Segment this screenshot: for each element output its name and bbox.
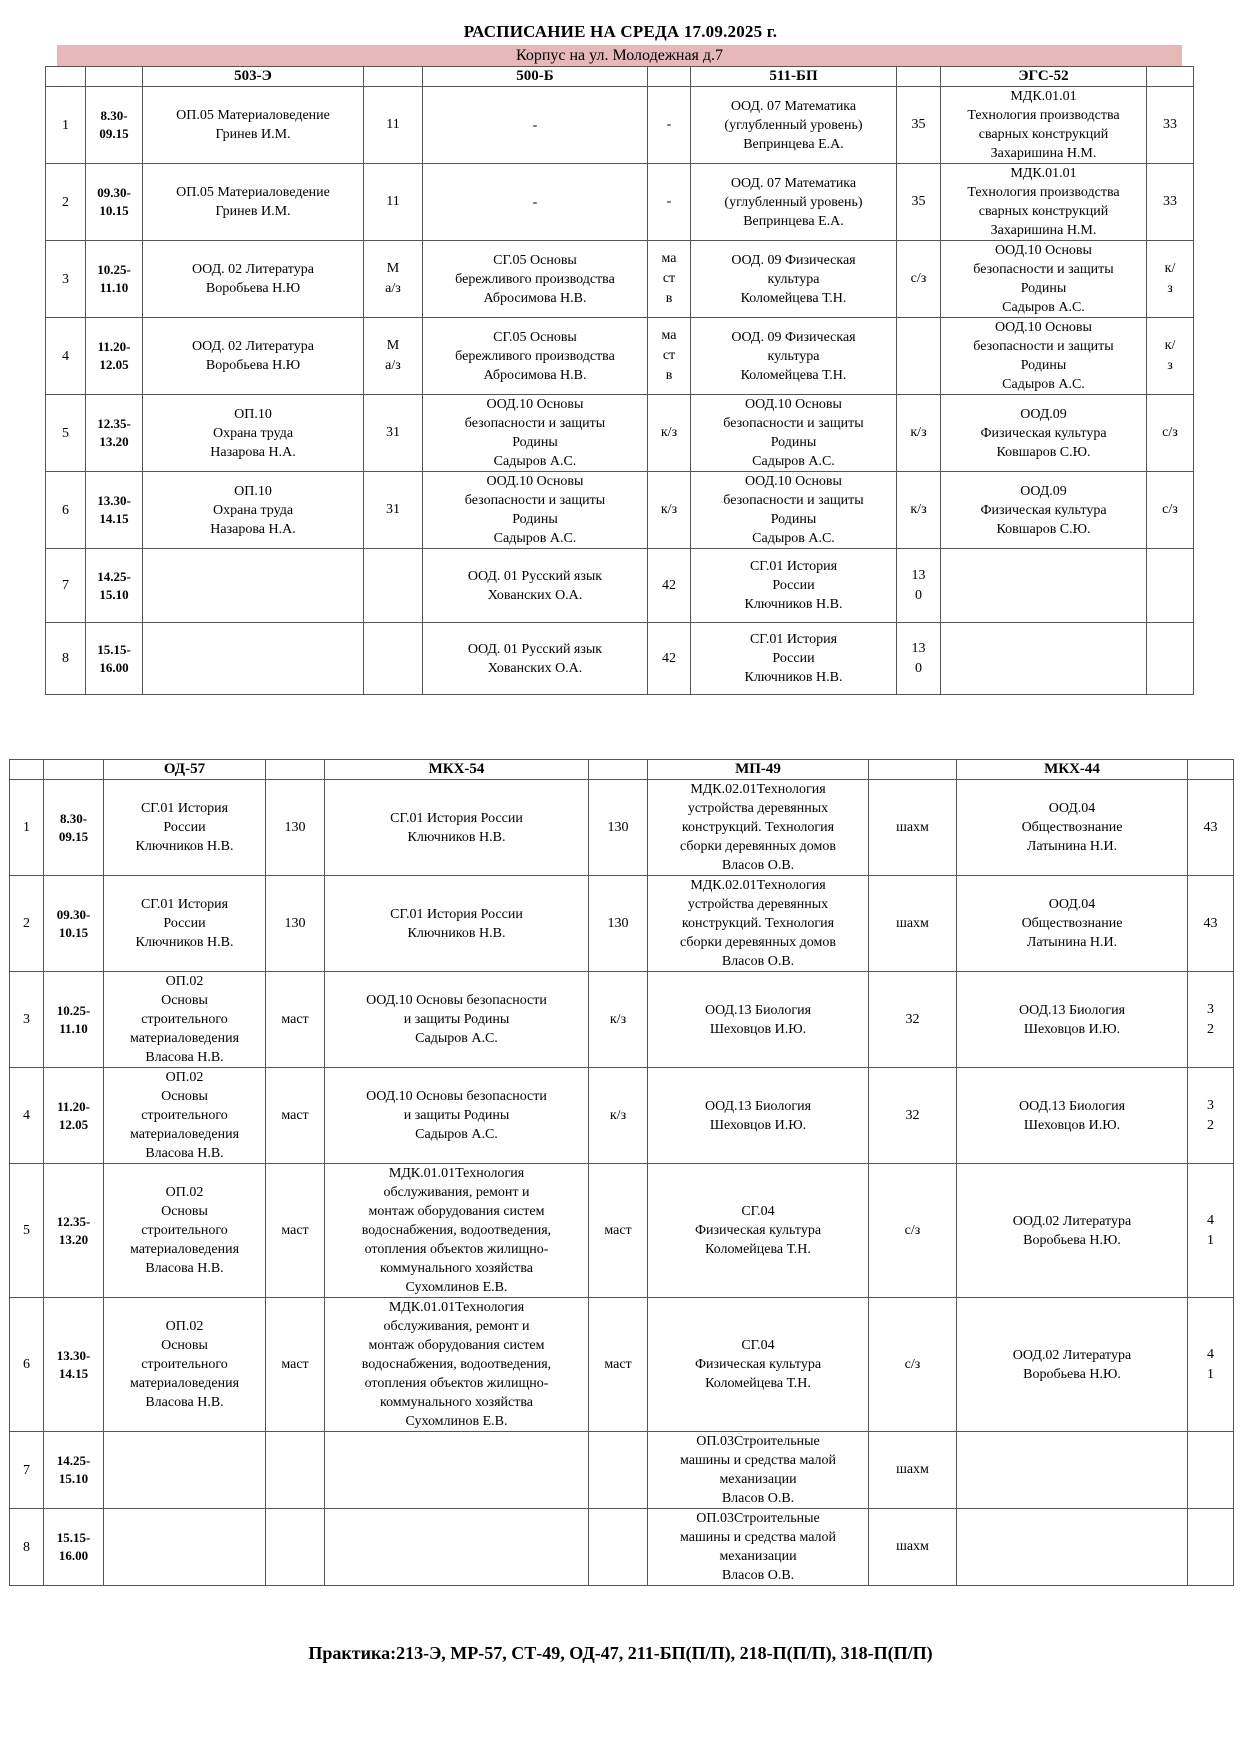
subject-cell: МДК.01.01Технология обслуживания, ремонт и монтаж оборудования систем водоснабжения, водоотведения, отопления объектов жилищно- коммунального хозяйства Сухомлинов Е.В. [325,1164,589,1298]
subject-cell: ООД. 02 Литература Воробьева Н.Ю [143,241,364,318]
subject-cell: ОП.02 Основы строительного материаловедения Власова Н.В. [104,1068,266,1164]
subject-cell [143,623,364,695]
table-row [46,241,1194,318]
table-row [46,395,1194,472]
subject-cell: ООД. 07 Математика (углубленный уровень) Вепринцева Е.А. [691,164,897,241]
room-cell: маст [589,1298,648,1432]
lesson-time: 13.30- 14.15 [86,472,143,549]
room-cell: 42 [648,623,691,695]
lesson-time: 12.35- 13.20 [86,395,143,472]
group-header: ОД-57 [104,760,266,780]
subject-cell: ООД. 09 Физическая культура Коломейцева Т.Н. [691,318,897,395]
subject-cell: МДК.02.01Технология устройства деревянных конструкций. Технология сборки деревянных домов Власов О.В. [648,780,869,876]
room-cell: 31 [364,472,423,549]
room-cell: 4 1 [1188,1164,1234,1298]
room-cell: с/з [869,1164,957,1298]
subject-cell [143,549,364,623]
room-cell: 130 [589,876,648,972]
subject-cell: СГ.01 История России Ключников Н.В. [104,876,266,972]
lesson-number: 1 [46,87,86,164]
table-row [10,1509,1234,1586]
subject-cell: СГ.04 Физическая культура Коломейцева Т.Н. [648,1164,869,1298]
subject-cell: ООД.10 Основы безопасности и защиты Родины Садыров А.С. [325,1068,589,1164]
subject-cell: ОП.03Строительные машины и средства малой механизации Власов О.В. [648,1432,869,1509]
room-cell: с/з [897,241,941,318]
lesson-number: 1 [10,780,44,876]
room-cell: к/з [648,395,691,472]
subject-cell: ООД.10 Основы безопасности и защиты Родины Садыров А.С. [423,472,648,549]
subject-cell: ОП.05 Материаловедение Гринев И.М. [143,87,364,164]
room-cell: с/з [1147,395,1194,472]
subject-cell: ООД.10 Основы безопасности и защиты Родины Садыров А.С. [325,972,589,1068]
group-header: 503-Э [143,67,364,87]
header-blank [10,760,44,780]
room-cell [589,1509,648,1586]
room-cell [266,1509,325,1586]
subject-cell [957,1432,1188,1509]
room-cell: 11 [364,87,423,164]
lesson-time: 11.20- 12.05 [86,318,143,395]
room-cell: маст [266,1298,325,1432]
subject-cell: МДК.01.01Технология обслуживания, ремонт и монтаж оборудования систем водоснабжения, водоотведения, отопления объектов жилищно- коммунального хозяйства Сухомлинов Е.В. [325,1298,589,1432]
header-blank [46,67,86,87]
room-cell: 13 0 [897,549,941,623]
room-cell: к/ з [1147,318,1194,395]
lesson-number: 7 [46,549,86,623]
lesson-time: 8.30- 09.15 [44,780,104,876]
header-blank [266,760,325,780]
page-title: РАСПИСАНИЕ НА СРЕДА 17.09.2025 г. [463,22,778,41]
room-cell: - [648,164,691,241]
schedule-table-2 [9,759,1234,1586]
subject-cell: ООД. 01 Русский язык Хованских О.А. [423,549,648,623]
room-cell [364,623,423,695]
room-cell: 130 [589,780,648,876]
subject-cell: СГ.04 Физическая культура Коломейцева Т.Н. [648,1298,869,1432]
lesson-time: 10.25- 11.10 [44,972,104,1068]
room-cell [364,549,423,623]
schedule-table-1 [45,66,1194,695]
lesson-number: 8 [46,623,86,695]
room-cell: с/з [1147,472,1194,549]
lesson-time: 14.25- 15.10 [44,1432,104,1509]
table-row [10,876,1234,972]
room-cell: 35 [897,87,941,164]
header-blank [869,760,957,780]
table-row [10,1298,1234,1432]
group-header: 511-БП [691,67,897,87]
room-cell: к/з [589,1068,648,1164]
subject-cell: ООД.13 Биология Шеховцов И.Ю. [957,1068,1188,1164]
header-blank [1188,760,1234,780]
subject-cell: ООД.02 Литература Воробьева Н.Ю. [957,1164,1188,1298]
table-row [10,780,1234,876]
table-row [46,87,1194,164]
room-cell [897,318,941,395]
subject-cell: ООД. 01 Русский язык Хованских О.А. [423,623,648,695]
subject-cell: ООД.10 Основы безопасности и защиты Родины Садыров А.С. [423,395,648,472]
subject-cell: ООД.10 Основы безопасности и защиты Родины Садыров А.С. [691,472,897,549]
room-cell: маст [266,1164,325,1298]
lesson-time: 12.35- 13.20 [44,1164,104,1298]
lesson-number: 6 [46,472,86,549]
subject-cell: ОП.02 Основы строительного материаловедения Власова Н.В. [104,1298,266,1432]
header-blank [86,67,143,87]
room-cell: к/з [589,972,648,1068]
room-cell: М а/з [364,318,423,395]
table-row [10,1164,1234,1298]
room-cell: 32 [869,972,957,1068]
lesson-time: 15.15- 16.00 [44,1509,104,1586]
room-cell: 4 1 [1188,1298,1234,1432]
room-cell: шахм [869,780,957,876]
room-cell: - [648,87,691,164]
header-row [46,67,1194,87]
subject-cell: ООД.10 Основы безопасности и защиты Родины Садыров А.С. [941,318,1147,395]
room-cell: 3 2 [1188,1068,1234,1164]
room-cell: с/з [869,1298,957,1432]
subject-cell: СГ.01 История России Ключников Н.В. [691,549,897,623]
subject-cell [104,1432,266,1509]
subject-cell: ООД. 07 Математика (углубленный уровень) Вепринцева Е.А. [691,87,897,164]
subject-cell [325,1509,589,1586]
lesson-number: 4 [10,1068,44,1164]
subject-cell: МДК.02.01Технология устройства деревянных конструкций. Технология сборки деревянных домов Власов О.В. [648,876,869,972]
table-row [46,164,1194,241]
table-row [10,972,1234,1068]
header-blank [44,760,104,780]
room-cell: маст [266,1068,325,1164]
group-header: МКХ-44 [957,760,1188,780]
room-cell [589,1432,648,1509]
lesson-number: 5 [10,1164,44,1298]
subject-cell [104,1509,266,1586]
subject-cell: ООД.04 Обществознание Латынина Н.И. [957,780,1188,876]
subject-cell: ОП.02 Основы строительного материаловедения Власова Н.В. [104,1164,266,1298]
subject-cell: СГ.05 Основы бережливого производства Абросимова Н.В. [423,241,648,318]
room-cell: 130 [266,876,325,972]
lesson-time: 11.20- 12.05 [44,1068,104,1164]
subject-cell: МДК.01.01 Технология производства сварных конструкций Захаришина Н.М. [941,87,1147,164]
subject-cell: ООД.10 Основы безопасности и защиты Родины Садыров А.С. [941,241,1147,318]
room-cell: 43 [1188,780,1234,876]
room-cell: 42 [648,549,691,623]
group-header: 500-Б [423,67,648,87]
room-cell: ма ст в [648,318,691,395]
subject-cell: ООД.04 Обществознание Латынина Н.И. [957,876,1188,972]
header-blank [897,67,941,87]
room-cell: 31 [364,395,423,472]
subject-cell: ОП.02 Основы строительного материаловедения Власова Н.В. [104,972,266,1068]
room-cell: 35 [897,164,941,241]
room-cell: 11 [364,164,423,241]
room-cell: к/з [897,472,941,549]
corpus-banner: Корпус на ул. Молодежная д.7 [57,45,1182,66]
room-cell: 13 0 [897,623,941,695]
group-header: МКХ-54 [325,760,589,780]
subject-cell: МДК.01.01 Технология производства сварных конструкций Захаришина Н.М. [941,164,1147,241]
lesson-number: 8 [10,1509,44,1586]
header-blank [1147,67,1194,87]
lesson-time: 09.30- 10.15 [44,876,104,972]
room-cell: к/ з [1147,241,1194,318]
subject-cell: ООД. 02 Литература Воробьева Н.Ю [143,318,364,395]
subject-cell: - [423,164,648,241]
room-cell: 43 [1188,876,1234,972]
lesson-time: 13.30- 14.15 [44,1298,104,1432]
table-row [46,623,1194,695]
subject-cell: ОП.05 Материаловедение Гринев И.М. [143,164,364,241]
subject-cell: СГ.01 История России Ключников Н.В. [325,876,589,972]
lesson-time: 14.25- 15.10 [86,549,143,623]
practice-note: Практика:213-Э, МР-57, СТ-49, ОД-47, 211-БП(П/П), 218-П(П/П), 318-П(П/П) [308,1643,933,1663]
subject-cell: СГ.01 История России Ключников Н.В. [691,623,897,695]
lesson-number: 2 [10,876,44,972]
room-cell: ма ст в [648,241,691,318]
lesson-number: 3 [46,241,86,318]
subject-cell: ООД.10 Основы безопасности и защиты Родины Садыров А.С. [691,395,897,472]
table-row [46,549,1194,623]
room-cell [266,1432,325,1509]
room-cell: к/з [897,395,941,472]
room-cell [1147,623,1194,695]
room-cell: маст [266,972,325,1068]
room-cell: шахм [869,1509,957,1586]
subject-cell [957,1509,1188,1586]
room-cell: 33 [1147,164,1194,241]
table-row [46,318,1194,395]
subject-cell: ОП.10 Охрана труда Назарова Н.А. [143,472,364,549]
lesson-number: 3 [10,972,44,1068]
room-cell: М а/з [364,241,423,318]
room-cell [1188,1509,1234,1586]
lesson-time: 15.15- 16.00 [86,623,143,695]
table-row [10,1068,1234,1164]
subject-cell: ООД.09 Физическая культура Ковшаров С.Ю. [941,395,1147,472]
room-cell: шахм [869,876,957,972]
table-row [46,472,1194,549]
subject-cell: СГ.05 Основы бережливого производства Абросимова Н.В. [423,318,648,395]
lesson-number: 2 [46,164,86,241]
subject-cell: ООД. 09 Физическая культура Коломейцева Т.Н. [691,241,897,318]
room-cell [1188,1432,1234,1509]
header-row [10,760,1234,780]
subject-cell: ООД.13 Биология Шеховцов И.Ю. [648,1068,869,1164]
subject-cell: СГ.01 История России Ключников Н.В. [325,780,589,876]
lesson-time: 8.30- 09.15 [86,87,143,164]
subject-cell: ООД.02 Литература Воробьева Н.Ю. [957,1298,1188,1432]
subject-cell: СГ.01 История России Ключников Н.В. [104,780,266,876]
table-row [10,1432,1234,1509]
room-cell: маст [589,1164,648,1298]
lesson-number: 6 [10,1298,44,1432]
room-cell [1147,549,1194,623]
room-cell: шахм [869,1432,957,1509]
room-cell: к/з [648,472,691,549]
subject-cell: ООД.13 Биология Шеховцов И.Ю. [648,972,869,1068]
subject-cell: ОП.03Строительные машины и средства малой механизации Власов О.В. [648,1509,869,1586]
lesson-number: 5 [46,395,86,472]
subject-cell [325,1432,589,1509]
subject-cell: - [423,87,648,164]
lesson-time: 09.30- 10.15 [86,164,143,241]
subject-cell [941,623,1147,695]
lesson-number: 4 [46,318,86,395]
header-blank [364,67,423,87]
subject-cell: ООД.13 Биология Шеховцов И.Ю. [957,972,1188,1068]
subject-cell: ОП.10 Охрана труда Назарова Н.А. [143,395,364,472]
lesson-number: 7 [10,1432,44,1509]
header-blank [589,760,648,780]
group-header: МП-49 [648,760,869,780]
room-cell: 33 [1147,87,1194,164]
subject-cell: ООД.09 Физическая культура Ковшаров С.Ю. [941,472,1147,549]
subject-cell [941,549,1147,623]
room-cell: 3 2 [1188,972,1234,1068]
header-blank [648,67,691,87]
group-header: ЭГС-52 [941,67,1147,87]
room-cell: 130 [266,780,325,876]
room-cell: 32 [869,1068,957,1164]
lesson-time: 10.25- 11.10 [86,241,143,318]
